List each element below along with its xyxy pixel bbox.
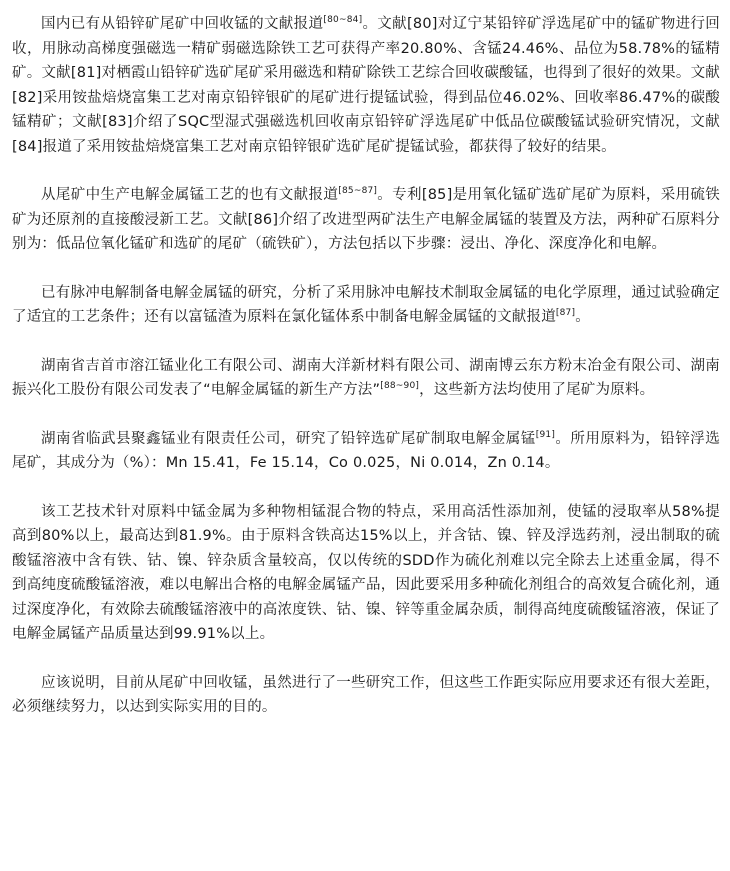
citation-ref: [87]: [555, 308, 576, 318]
document-body: [12, 12, 720, 744]
paragraph: [12, 500, 720, 647]
paragraph-text: 湖南省吉首市溶江锰业化工有限公司、湖南大洋新材料有限公司、湖南博云东方粉末冶金有限公司、湖南振兴化工股份有限公司发表了“电解金属锰的新生产方法”: [12, 357, 720, 398]
paragraph: [12, 354, 720, 403]
paragraph: [12, 183, 720, 257]
paragraph-text: 。专利[85]是用氧化锰矿选矿尾矿为原料，采用硫铁矿为还原剂的直接酸浸新工艺。文献[86]介绍了改进型两矿法生产电解金属锰的装置及方法，两种矿石原料分别为：低品位氧化锰矿和选矿的尾矿（硫铁矿），方法包括以下步骤：浸出、净化、深度净化和电解。: [12, 187, 720, 252]
paragraph-text: ，这些新方法均使用了尾矿为原料。: [419, 382, 655, 398]
paragraph-text: 国内已有从铅锌矿尾矿中回收锰的文献报道: [41, 16, 324, 32]
paragraph: [12, 671, 720, 720]
paragraph-text: 该工艺技术针对原料中锰金属为多种物相锰混合物的特点，采用高活性添加剂，使锰的浸取率从58%提高到80%以上，最高达到81.9%。由于原料含铁高达15%以上，并含钴、镍、锌及浮选药剂，浸出制取的硫酸锰溶液中含有铁、钴、镍、锌杂质含量较高，仅以传统的SDD作为硫化剂难以完全除去上述重金属，得不到高纯度硫酸锰溶液，难以电解出合格的电解金属锰产品，因此要采用多种硫化剂组合的高效复合硫化剂，通过深度净化，有效除去硫酸锰溶液中的高浓度铁、钴、镍、锌等重金属杂质，制得高纯度硫酸锰溶液，保证了电解金属锰产品质量达到99.91%以上。: [12, 503, 720, 642]
paragraph-text: 已有脉冲电解制备电解金属锰的研究，分析了采用脉冲电解技术制取金属锰的电化学原理，通过试验确定了适宜的工艺条件；还有以富锰渣为原料在氯化锰体系中制备电解金属锰的文献报道: [12, 284, 720, 325]
citation-ref: [88~90]: [380, 381, 420, 391]
citation-ref: [91]: [535, 429, 556, 440]
paragraph-text: 从尾矿中生产电解金属锰工艺的也有文献报道: [41, 187, 339, 203]
paragraph: [12, 427, 720, 476]
paragraph-text: 湖南省临武县聚鑫锰业有限责任公司，研究了铅锌选矿尾矿制取电解金属锰: [41, 430, 536, 447]
citation-ref: [85~87]: [338, 186, 378, 196]
paragraph-text: 。: [575, 309, 590, 325]
paragraph: [12, 281, 720, 330]
paragraph: [12, 12, 720, 159]
paragraph-text: 应该说明，目前从尾矿中回收锰，虽然进行了一些研究工作，但这些工作距实际应用要求还有很大差距，必须继续努力，以达到实际实用的目的。: [12, 674, 720, 715]
paragraph-text: 。所用原料为，铅锌浮选尾矿，其成分为（%）：Mn 15.41，Fe 15.14，Co 0.025，Ni 0.014，Zn 0.14。: [12, 430, 720, 471]
citation-ref: [80~84]: [323, 15, 363, 25]
paragraph-text: 。文献[80]对辽宁某铅锌矿浮选尾矿中的锰矿物进行回收，用脉动高梯度强磁选一精矿弱磁选除铁工艺可获得产率20.80%、含锰24.46%、品位为58.78%的锰精矿。文献[81]对栖霞山铅锌矿选矿尾矿采用磁选和精矿除铁工艺综合回收碳酸锰，也得到了很好的效果。文献[82]采用铵盐焙烧富集工艺对南京铅锌银矿的尾矿进行提锰试验，得到品位46.02%、回收率86.47%的碳酸锰精矿；文献[83]介绍了SQC型湿式强磁选机回收南京铅锌矿浮选尾矿中低品位碳酸锰试验研究情况，文献[84]报道了采用铵盐焙烧富集工艺对南京铅锌银矿选矿尾矿提锰试验，都获得了较好的结果。: [12, 16, 720, 155]
